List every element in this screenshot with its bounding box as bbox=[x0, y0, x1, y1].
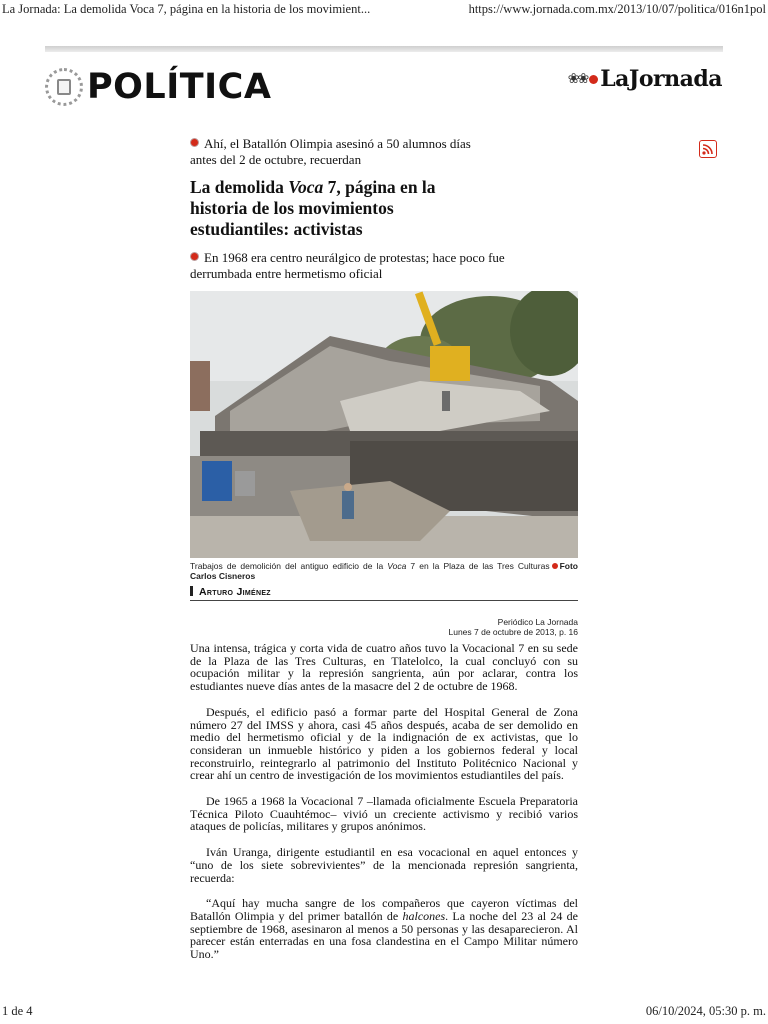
article-headline bbox=[190, 177, 490, 240]
print-doc-title: La Jornada: La demolida Voca 7, página en la historia de los movimient... bbox=[2, 2, 371, 16]
top-rule bbox=[45, 46, 723, 52]
page-number: 1 de 4 bbox=[2, 1004, 33, 1018]
kicker-text: Ahí, el Batallón Olimpia asesinó a 50 alumnos días antes del 2 de octubre, recuerdan bbox=[190, 136, 471, 167]
headline-em: Voca bbox=[288, 177, 324, 197]
print-datetime: 06/10/2024, 05:30 p. m. bbox=[645, 1004, 766, 1018]
headline-pre: La demolida bbox=[190, 177, 289, 197]
print-url[interactable]: https://www.jornada.com.mx/2013/10/07/politica/016n1pol bbox=[468, 2, 766, 16]
print-header bbox=[2, 2, 766, 18]
photo-credit: Foto Carlos Cisneros bbox=[190, 561, 578, 581]
body-paragraph-3: De 1965 a 1968 la Vocacional 7 –llamada oficialmente Escuela Preparatoria Técnica Piloto Cuauhtémoc– vivió un creciente activismo y recibió varios ataques de policías, militares y grupos anónimos. bbox=[190, 794, 578, 834]
caption-pre: Trabajos de demolición del antiguo edificio de la bbox=[190, 561, 388, 571]
camera-icon bbox=[552, 563, 558, 569]
section-title: POLÍTICA bbox=[87, 67, 272, 107]
article-subhead bbox=[190, 250, 550, 282]
p5-em: halcones bbox=[402, 908, 446, 923]
bullet-icon bbox=[190, 138, 199, 147]
article-body bbox=[190, 642, 578, 974]
p5-pre: “Aquí hay mucha sangre de los compañeros que cayeron víctimas del Batallón Olimpia y del primer batallón de bbox=[190, 896, 578, 923]
body-paragraph-2: Después, el edificio pasó a formar parte del Hospital General de Zona número 27 del IMSS y ahora, casi 45 años después, acaba de ser demolido en medio del hermetismo oficial y de la indignación de ex activistas, que lo consideran un inmueble histórico y piden a los gobiernos federal y local reconstruirlo, reintegrarlo al patrimonio del Instituto Politécnico Nacional y crear ahí un centro de investigación de los movimientos estudiantiles del país. bbox=[190, 704, 578, 783]
newspaper-icon bbox=[45, 68, 83, 106]
body-paragraph-4: Iván Uranga, dirigente estudiantil en esa vocacional en aquel entonces y “uno de los siete sobrevivientes” de la mencionada represión sangrienta, recuerda: bbox=[190, 845, 578, 885]
section-header bbox=[45, 64, 271, 110]
caption-em: Voca bbox=[387, 561, 407, 571]
photo-caption bbox=[190, 561, 578, 581]
p5-post: . La noche del 23 al 24 de septiembre de 1968, asesinaron al menos a 50 personas y las desaparecieron. Al parecer están enterradas en una fosa clandestina en el Campo Militar número Uno.” bbox=[190, 908, 578, 962]
brand-dot-icon bbox=[589, 75, 598, 84]
bullet-icon bbox=[190, 252, 199, 261]
article-photo bbox=[190, 291, 578, 558]
source-date: Lunes 7 de octubre de 2013, p. 16 bbox=[448, 627, 578, 637]
brand-logo[interactable] bbox=[568, 66, 722, 92]
body-paragraph-1: Una intensa, trágica y corta vida de cuatro años tuvo la Vocacional 7 en su sede de la Plaza de las Tres Culturas, en Tlatelolco, la cual concluyó con su ocupación militar y la represión sangrienta, aún por aclarar, contra los estudiantes nueve días antes de la masacre del 2 de octubre de 1968. bbox=[190, 641, 578, 694]
brand-name: LaJornada bbox=[600, 66, 722, 92]
subhead-text: En 1968 era centro neurálgico de protestas; hace poco fue derrumbada entre hermetismo oficial bbox=[190, 250, 505, 281]
source-info bbox=[360, 617, 578, 637]
byline bbox=[190, 586, 578, 601]
article-kicker bbox=[190, 136, 490, 168]
byline-author: Arturo Jiménez bbox=[199, 586, 271, 598]
brand-mark-icon: ❀❀ bbox=[567, 71, 588, 87]
print-footer bbox=[2, 1004, 766, 1020]
rss-icon[interactable] bbox=[699, 140, 717, 158]
headline-post: 7, página en la historia de los movimientos estudiantiles: activistas bbox=[190, 177, 436, 239]
caption-post: 7 en la Plaza de las Tres Culturas bbox=[406, 561, 550, 571]
body-paragraph-5 bbox=[190, 897, 578, 961]
source-publication: Periódico La Jornada bbox=[497, 617, 578, 627]
